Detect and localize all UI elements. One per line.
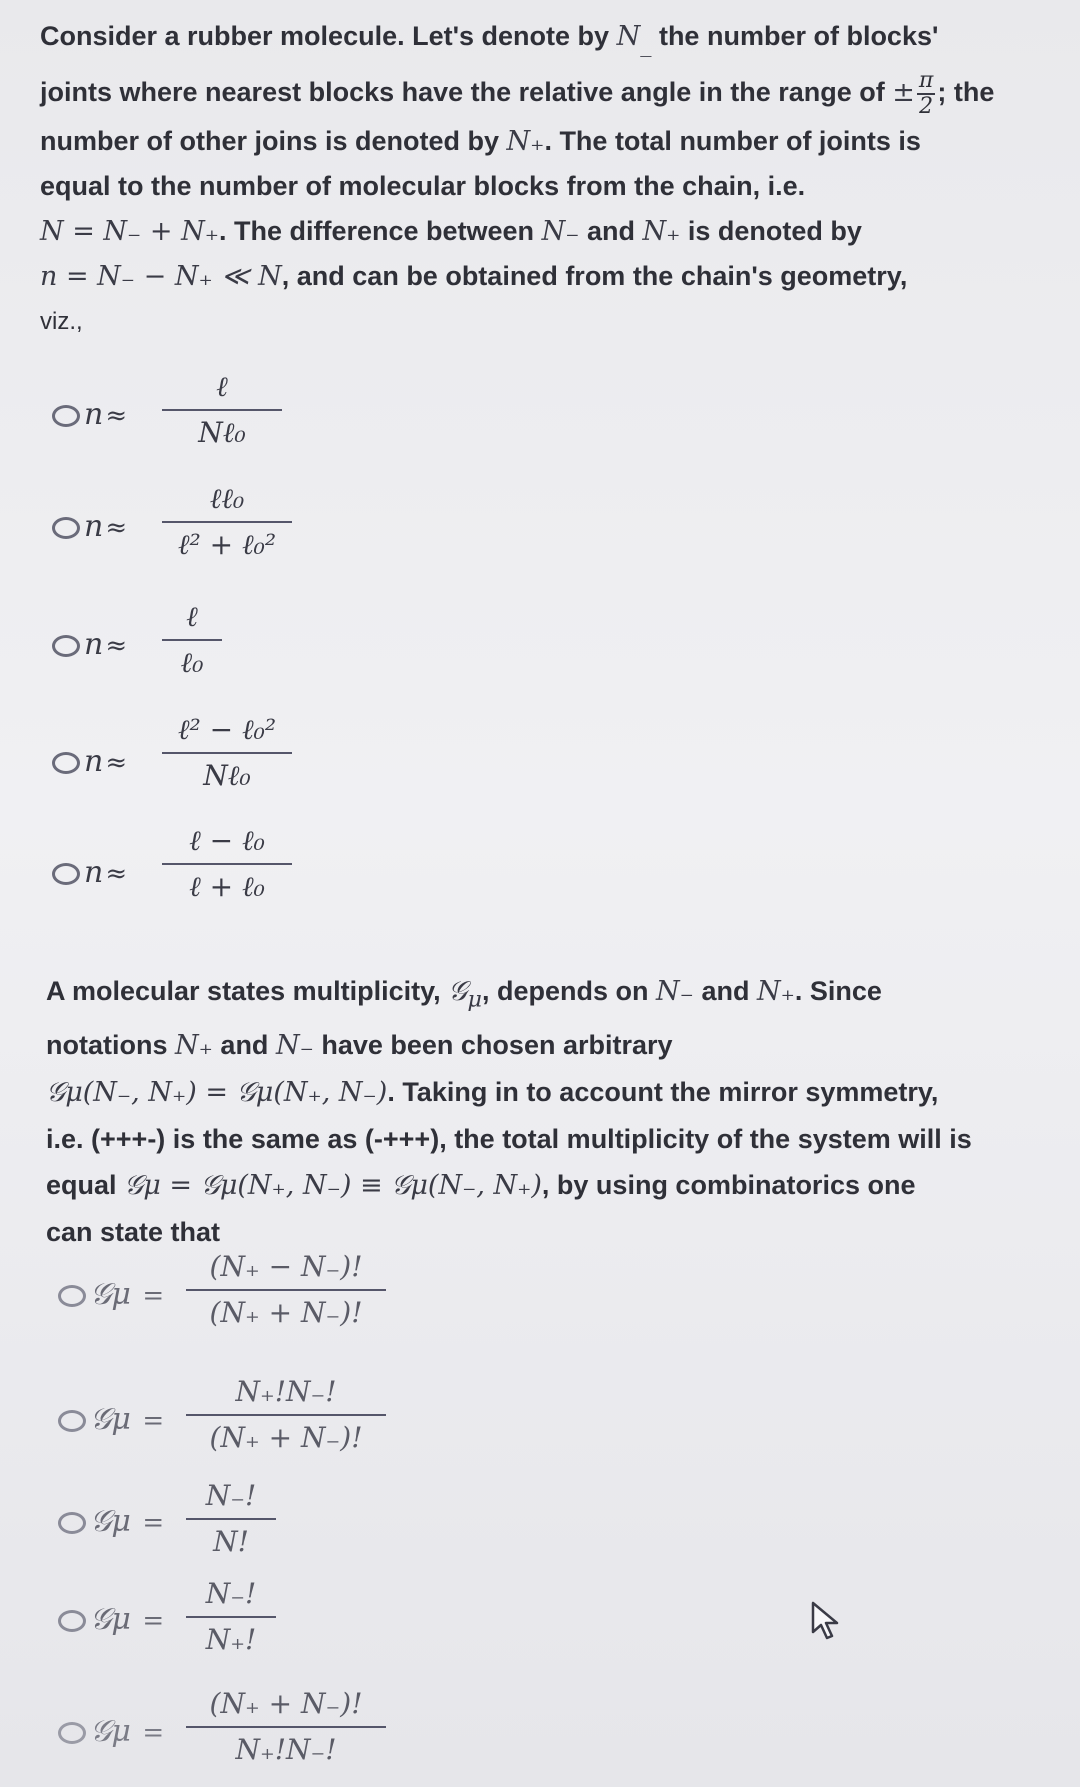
intro-paragraph <box>40 14 994 344</box>
intro-line-5: N = N₋ + N₊. The difference between N₋ and N₊ is denoted by <box>40 216 862 248</box>
symbol-n-minus: $N_{\_}$ <box>616 21 652 58</box>
multiplicity-line-2: notations N₊ and N₋ have been chosen arbitrary <box>46 1030 673 1062</box>
radio-button-icon[interactable] <box>52 863 80 885</box>
multiplicity-line-1: A molecular states multiplicity, 𝒢$_\mu$, depends on N₋ and N₊. Since <box>46 976 882 1013</box>
radio-button-icon[interactable] <box>52 517 80 539</box>
intro-line-6: n = N₋ − N₊ ≪ N, and can be obtained from the chain's geometry, <box>40 261 908 293</box>
question-page: Consider a rubber molecule. Let's denote by $N_{\_}$ the number of blocks' joints where nearest blocks have the relative angle in the range of ± $\frac{\pi}{2}$ ; the number of other joins is denoted by N₊. The total number of joints is equal to the number of molecular blocks from the chain, i.e. N = N₋ + N₊. The difference between N₋ and N₊ is denoted by n = N₋ − N₊ ≪ N, and can be obtained from the chain's geometry, viz., n≈ ℓ Nℓ₀ n≈ ℓℓ₀ ℓ² + ℓ₀² n≈ ℓ ℓ₀ n≈ ℓ² − ℓ₀² Nℓ₀ n≈ ℓ − ℓ₀ ℓ + ℓ₀ A molecular states multiplicity, 𝒢$_\mu$, depends on N₋ and N₊. Since notations N₊ and N₋ have been chosen arbitrary 𝒢μ(N₋, N₊) = 𝒢μ(N₊, N₋). Taking in to account the mirror symmetry, i.e. (+++-) is the same as (-+++), the total multiplicity of the system will is equal 𝒢μ = 𝒢μ(N₊, N₋) ≡ 𝒢μ(N₋, N₊), by using combinatorics one can state that 𝒢μ = $\frac{(N_+ - N_-)!}{(N_+ + N_-)!}$ 𝒢μ = $\frac{N_+!N_-!}{(N_+ + N_-)!}$ 𝒢μ = $\frac{N_-!}{N!}$ 𝒢μ = $\frac{N_-!}{N_+!}$ 𝒢μ = $\frac{(N_+ + N_-)!}{N_+!N_-!}$ <box>0 0 1080 1787</box>
radio-button-icon[interactable] <box>58 1722 86 1744</box>
multiplicity-paragraph <box>46 968 972 1255</box>
radio-button-icon[interactable] <box>58 1410 86 1432</box>
n-option-3-fraction: ℓ ℓ₀ <box>162 597 222 683</box>
radio-button-icon[interactable] <box>52 405 80 427</box>
intro-line-1: Consider a rubber molecule. Let's denote by $N_{\_}$ the number of blocks' <box>40 21 939 58</box>
intro-line-3: number of other joins is denoted by N₊. The total number of joints is <box>40 126 921 158</box>
multiplicity-line-5: equal 𝒢μ = 𝒢μ(N₊, N₋) ≡ 𝒢μ(N₋, N₊), by using combinatorics one <box>46 1170 916 1202</box>
g-option-3-fraction: $\frac{N_-!}{N!}$ <box>186 1476 276 1562</box>
intro-line-4: equal to the number of molecular blocks from the chain, i.e. <box>40 171 806 202</box>
g-option-4-fraction: $\frac{N_-!}{N_+!}$ <box>186 1574 276 1660</box>
pi-over-two: $\frac{\pi}{2}$ <box>918 68 934 120</box>
radio-button-icon[interactable] <box>58 1285 86 1307</box>
g-option-5-fraction: $\frac{(N_+ + N_-)!}{N_+!N_-!}$ <box>186 1684 386 1770</box>
n-option-5-fraction: ℓ − ℓ₀ ℓ + ℓ₀ <box>162 821 292 907</box>
g-option-1-fraction: $\frac{(N_+ - N_-)!}{(N_+ + N_-)!}$ <box>186 1247 386 1333</box>
multiplicity-line-4: i.e. (+++-) is the same as (-+++), the total multiplicity of the system will is <box>46 1124 972 1155</box>
radio-button-icon[interactable] <box>58 1610 86 1632</box>
radio-button-icon[interactable] <box>52 635 80 657</box>
multiplicity-line-6: can state that <box>46 1217 221 1248</box>
intro-line-2: joints where nearest blocks have the relative angle in the range of ± $\frac{\pi}{2}$ ; the <box>40 68 995 120</box>
intro-line-7: viz., <box>40 308 83 336</box>
g-option-2-fraction: $\frac{N_+!N_-!}{(N_+ + N_-)!}$ <box>186 1372 386 1458</box>
n-option-1-fraction: ℓ Nℓ₀ <box>162 367 282 453</box>
n-option-2-fraction: ℓℓ₀ ℓ² + ℓ₀² <box>162 479 292 565</box>
radio-button-icon[interactable] <box>58 1512 86 1534</box>
radio-button-icon[interactable] <box>52 752 80 774</box>
n-option-4-fraction: ℓ² − ℓ₀² Nℓ₀ <box>162 710 292 796</box>
multiplicity-line-3: 𝒢μ(N₋, N₊) = 𝒢μ(N₊, N₋). Taking in to account the mirror symmetry, <box>46 1077 939 1109</box>
